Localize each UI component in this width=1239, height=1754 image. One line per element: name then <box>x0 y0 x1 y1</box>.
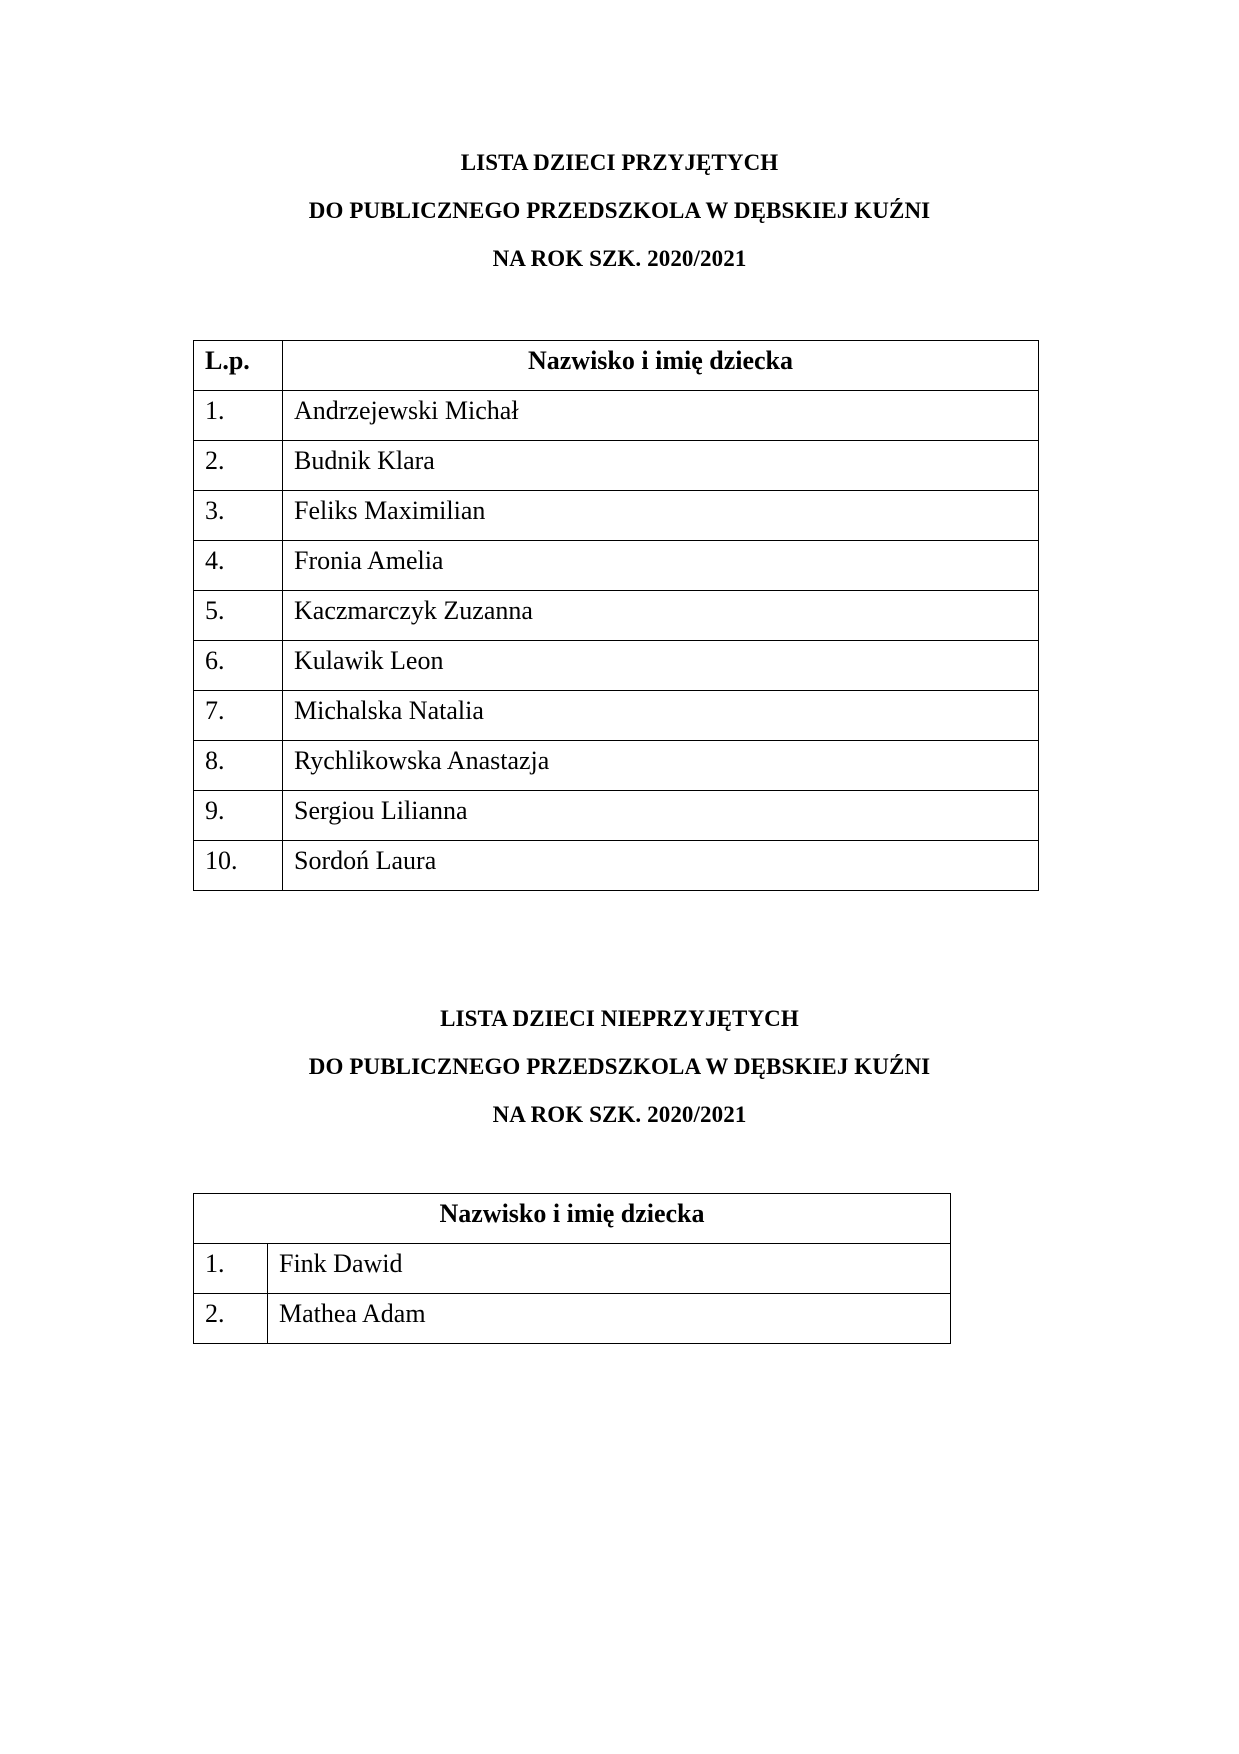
table-row <box>194 491 1039 541</box>
row-number: 6. <box>194 641 283 691</box>
accepted-children-table <box>193 340 1039 891</box>
table-row <box>194 591 1039 641</box>
row-number: 2. <box>194 441 283 491</box>
accepted-heading-line-2: DO PUBLICZNEGO PRZEDSZKOLA W DĘBSKIEJ KUŹNI <box>308 198 931 223</box>
row-number: 2. <box>194 1294 268 1344</box>
rejected-heading-line-3: NA ROK SZK. 2020/2021 <box>492 1102 747 1127</box>
row-number: 5. <box>194 591 283 641</box>
table-row <box>194 641 1039 691</box>
child-name: Fronia Amelia <box>283 541 1039 591</box>
row-number: 3. <box>194 491 283 541</box>
rejected-heading-line-1: LISTA DZIECI NIEPRZYJĘTYCH <box>440 1006 799 1031</box>
row-number: 7. <box>194 691 283 741</box>
rejected-list-heading <box>0 995 1239 1139</box>
rejected-children-table <box>193 1193 951 1344</box>
table-row <box>194 691 1039 741</box>
child-name: Sordoń Laura <box>283 841 1039 891</box>
child-name: Kulawik Leon <box>283 641 1039 691</box>
column-header-name: Nazwisko i imię dziecka <box>194 1194 951 1244</box>
table-row <box>194 441 1039 491</box>
accepted-heading-line-1: LISTA DZIECI PRZYJĘTYCH <box>460 150 779 175</box>
table-row <box>194 741 1039 791</box>
table-header-row <box>194 1194 951 1244</box>
child-name: Kaczmarczyk Zuzanna <box>283 591 1039 641</box>
table-header-row <box>194 341 1039 391</box>
table-row <box>194 1294 951 1344</box>
table-row <box>194 541 1039 591</box>
child-name: Sergiou Lilianna <box>283 791 1039 841</box>
row-number: 10. <box>194 841 283 891</box>
row-number: 8. <box>194 741 283 791</box>
row-number: 9. <box>194 791 283 841</box>
accepted-heading-line-3: NA ROK SZK. 2020/2021 <box>492 246 747 271</box>
child-name: Mathea Adam <box>268 1294 951 1344</box>
child-name: Michalska Natalia <box>283 691 1039 741</box>
row-number: 1. <box>194 1244 268 1294</box>
table-row <box>194 391 1039 441</box>
child-name: Fink Dawid <box>268 1244 951 1294</box>
accepted-list-heading <box>0 139 1239 283</box>
table-row <box>194 1244 951 1294</box>
table-row <box>194 791 1039 841</box>
row-number: 4. <box>194 541 283 591</box>
column-header-name: Nazwisko i imię dziecka <box>283 341 1039 391</box>
child-name: Andrzejewski Michał <box>283 391 1039 441</box>
child-name: Rychlikowska Anastazja <box>283 741 1039 791</box>
table-row <box>194 841 1039 891</box>
row-number: 1. <box>194 391 283 441</box>
child-name: Budnik Klara <box>283 441 1039 491</box>
rejected-heading-line-2: DO PUBLICZNEGO PRZEDSZKOLA W DĘBSKIEJ KUŹNI <box>308 1054 931 1079</box>
column-header-number: L.p. <box>194 341 283 391</box>
child-name: Feliks Maximilian <box>283 491 1039 541</box>
